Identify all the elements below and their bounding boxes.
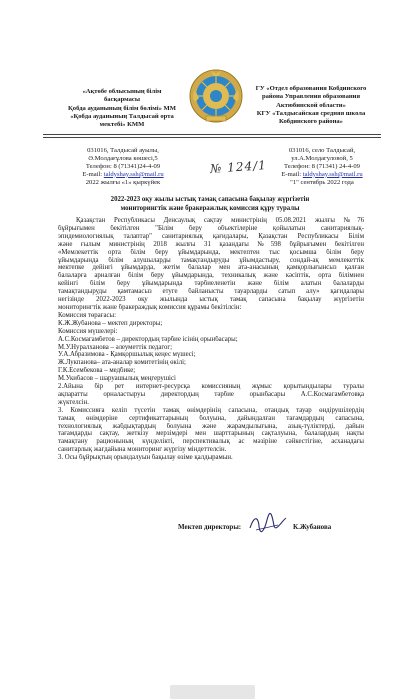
body-line: 3. Осы бұйрықтың орындалуын бақылау өзіме қалдырамын. bbox=[58, 454, 233, 462]
registration-number: № 124/1 bbox=[209, 158, 268, 176]
header-right-line: Актюбинской области» bbox=[276, 101, 346, 109]
signature-title: Мектеп директоры: bbox=[178, 523, 242, 531]
header-divider-top bbox=[43, 134, 381, 135]
header-left-line: Қобда ауданының білім бөлімі» ММ bbox=[68, 104, 176, 112]
address-left-line: Телефон: 8 (71341)24-4-09 bbox=[85, 162, 161, 170]
address-left-email-row bbox=[58, 171, 188, 179]
email-link[interactable]: taldyshay.ssh@mail.ru bbox=[302, 170, 363, 178]
address-right-line: ул.А.Молдагуловой, 5 bbox=[291, 154, 353, 162]
email-label: E-mail: bbox=[82, 170, 104, 178]
commission-member: А.С.Космагамбетов – директордың тәрбие ісінің орынбасары; bbox=[58, 335, 238, 343]
footer-stamp-mark bbox=[170, 685, 255, 699]
body-line: мониторингтік және бракераждық комиссия құрамы бекітілсін: bbox=[58, 303, 242, 311]
address-right bbox=[262, 147, 382, 187]
body-line: 2.Айына бір рет интернет-ресурсқа комиссияның жұмыс қорытындылары туралы bbox=[58, 383, 364, 391]
signature-name: К.Жубанова bbox=[293, 523, 332, 531]
header-divider-bottom bbox=[43, 137, 381, 138]
address-left bbox=[58, 147, 188, 187]
header-left-line: басқармасы bbox=[103, 96, 140, 104]
document-title bbox=[58, 196, 362, 213]
body-line: ұйымдарында білім алушыларды тамақтандыруды ұйымдастыру, сондай-ақ мемлекеттік bbox=[58, 256, 364, 264]
commission-member: К.Ж.Жубанова – мектеп директоры; bbox=[58, 319, 163, 327]
body-line: тамақтандыруды қамтамасыз етуге байланысты тауарларды сатып алу» қағидалары bbox=[58, 288, 364, 296]
address-right-line: Телефон: 8 (71341) 24-4-09 bbox=[284, 162, 360, 170]
header-right-line: ГУ «Отдел образования Кобдинского bbox=[255, 85, 367, 92]
commission-member: Комиссия төрағасы: bbox=[58, 311, 116, 319]
commission-member: Комиссия мүшелері: bbox=[58, 327, 118, 335]
commission-member: У.А.Абразимова - Қамқоршылық кеңес мүшесі; bbox=[58, 351, 196, 359]
address-left-line: 031016, Талдысай ауылы, bbox=[87, 147, 159, 154]
address-right-date: "1" сентябрь 2022 года bbox=[290, 178, 354, 186]
header-right-line: Кобдинского района» bbox=[279, 118, 343, 126]
body-line: жүктелсін. bbox=[58, 398, 89, 406]
body-line: «Мемлекеттік орта білім беру ұйымдарында, мектептен тыс қосымша білім беру bbox=[58, 248, 364, 256]
commission-member: Г.К.Есембекова – медбике; bbox=[58, 367, 136, 375]
body-line: кейінгі білім беру ұйымдарында тәрбиеленетін және білім алатын балаларды bbox=[58, 280, 364, 288]
address-right-email-row bbox=[262, 171, 382, 179]
commission-member: Ж.Лукпанова– ата-аналар комитетінің өкілі; bbox=[58, 359, 186, 367]
signature-scrawl-icon bbox=[248, 512, 288, 534]
header-left-line: «Қобда ауданының Талдысай орта bbox=[70, 112, 174, 120]
body-line: негізінде 2022-2023 оқу жылында ыстық тамақ сапасына бақылау жүргізетін bbox=[58, 296, 364, 304]
body-line: технологиялық жабдықтардың болуына және жарамдылығына, азық-түліктерді, дайын bbox=[58, 422, 364, 430]
body-line: Қазақстан Республикасы Денсаулық сақтау министрінің 05.08.2021 жылғы №76 bbox=[76, 217, 364, 224]
body-line: ақпаратты орналастыруы директордың тәрбие орынбасары А.С.Космагамбетовқа bbox=[58, 390, 364, 398]
header-left-line: мектебі» КММ bbox=[99, 121, 145, 129]
body-line: тамақтану рационының күнделікті, перспективалық ас мәзіріне сәйкестігіне, асханадағы bbox=[58, 438, 364, 446]
body-line: мектепке дейінгі ұйымдарда, жетім балалар мен ата-анасының қамқорлығынсыз қалған bbox=[58, 264, 364, 272]
document-title-line: 2022-2023 оқу жылы ыстық тамақ сапасына бақылау жүргізетін bbox=[110, 196, 310, 203]
header-left-line: «Ақтөбе облысының білім bbox=[82, 88, 162, 95]
document-title-line: мониторингтік және бракеражлық комиссия құру туралы bbox=[120, 204, 300, 212]
commission-member: М.Укибасов – шаруашылық меңгерушісі bbox=[58, 375, 176, 383]
body-line: 3. Комиссияға келіп түсетін тамақ өнімдерінің сапасына, отандық тауар өндірушілердің bbox=[58, 406, 364, 414]
email-label: E-mail: bbox=[281, 170, 303, 178]
header-right-line: КГУ «Талдысайская средняя школа bbox=[256, 109, 366, 117]
body-line: санитарлық жағдайына мониторинг жүргізу міндеттелсін. bbox=[58, 446, 227, 454]
body-line: және ғылым министрінің 2018 жылғы 31 қазандағы №598 бұйрығымен бекітілген bbox=[58, 240, 364, 248]
address-right-line: 031016, село Талдысай, bbox=[288, 147, 356, 154]
header-right-line: района Управления образования bbox=[261, 93, 361, 101]
document-body bbox=[58, 217, 364, 462]
email-link[interactable]: taldyshay.ssh@mail.ru bbox=[103, 170, 164, 178]
body-line: эпидемиологиялық талаптар" санитариялық қағидалары, Қазақстан Республикасы Білім bbox=[58, 232, 364, 240]
address-left-date: 2022 жылғы «1» қыркүйек bbox=[85, 178, 161, 186]
body-line: тағамдарды сақтау, жеткізу мерзімдері мен шарттарының сақталуына, балалардың нақты bbox=[58, 430, 364, 438]
header-left bbox=[52, 88, 192, 129]
state-emblem-icon bbox=[189, 68, 243, 124]
commission-member: М.У.Нуралханова – әлеуметтік педагог; bbox=[58, 343, 173, 351]
body-line: балаларға арналған білім беру ұйымдарында, техникалық және кәсіптік, орта білімнен bbox=[58, 272, 364, 280]
header-right bbox=[240, 85, 382, 126]
body-line: бұйрығымен бекітілген "Білім беру объектілеріне қойылатын санитариялық- bbox=[58, 224, 364, 232]
body-line: тамақ өнімдеріне сертификаттарының болуына, дайындалған тағамдардың сапасына, bbox=[58, 414, 364, 422]
address-left-line: Ә.Молдағұлова көшесі,5 bbox=[88, 154, 158, 162]
